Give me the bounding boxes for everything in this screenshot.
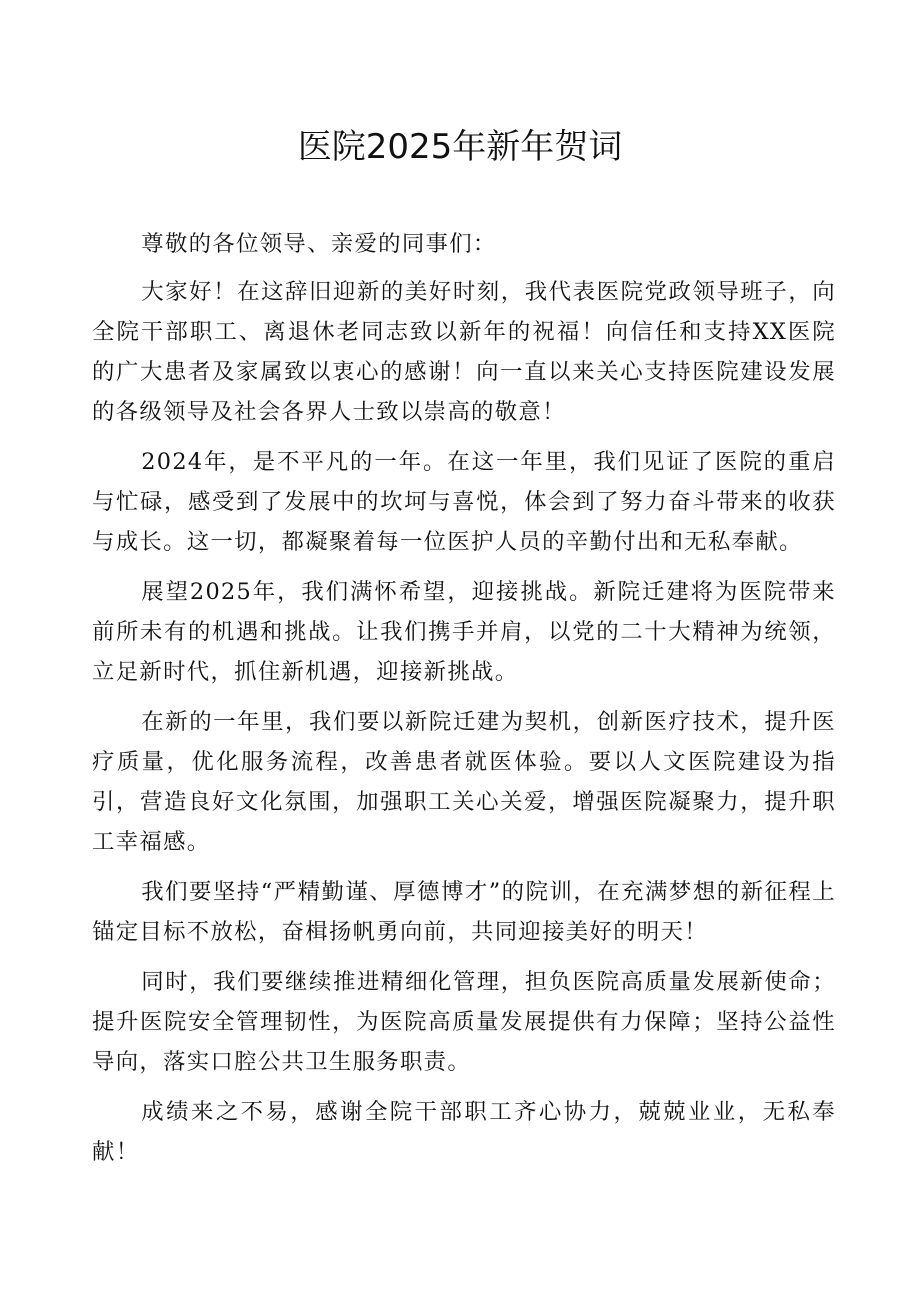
- document-body: [92, 224, 836, 1182]
- document-title: 医院2025年新年贺词: [297, 127, 623, 167]
- paragraph-2025-outlook: 展望2025年，我们满怀希望，迎接挑战。新院迁建将为医院带来前所未有的机遇和挑战。让我们携手并肩，以党的二十大精神为统领，立足新时代，抓住新机遇，迎接新挑战。: [92, 579, 836, 685]
- paragraph-greeting: 大家好！在这辞旧迎新的美好时刻，我代表医院党政领导班子，向全院干部职工、离退休老同志致以新年的祝福！向信任和支持XX医院的广大患者及家属致以衷心的感谢！向一直以来关心支持医院建设发展的各级领导及社会各界人士致以崇高的敬意！: [92, 279, 836, 425]
- paragraph-management: 同时，我们要继续推进精细化管理，担负医院高质量发展新使命；提升医院安全管理韧性，为医院高质量发展提供有力保障；坚持公益性导向，落实口腔公共卫生服务职责。: [92, 969, 836, 1075]
- paragraph-thanks: 成绩来之不易，感谢全院干部职工齐心协力，兢兢业业，无私奉献！: [92, 1099, 836, 1165]
- salutation: 尊敬的各位领导、亲爱的同事们：: [141, 231, 497, 257]
- paragraph-new-year-plan: 在新的一年里，我们要以新院迁建为契机，创新医疗技术，提升医疗质量，优化服务流程，改善患者就医体验。要以人文医院建设为指引，营造良好文化氛围，加强职工关心关爱，增强医院凝聚力，提升职工幸福感。: [92, 709, 836, 855]
- paragraph-hospital-motto: 我们要坚持“严精勤谨、厚德博才”的院训，在充满梦想的新征程上锚定目标不放松，奋楫扬帆勇向前，共同迎接美好的明天！: [92, 879, 836, 945]
- paragraph-2024-review: 2024年，是不平凡的一年。在这一年里，我们见证了医院的重启与忙碌，感受到了发展中的坎坷与喜悦，体会到了努力奋斗带来的收获与成长。这一切，都凝聚着每一位医护人员的辛勤付出和无私奉献。: [92, 449, 836, 555]
